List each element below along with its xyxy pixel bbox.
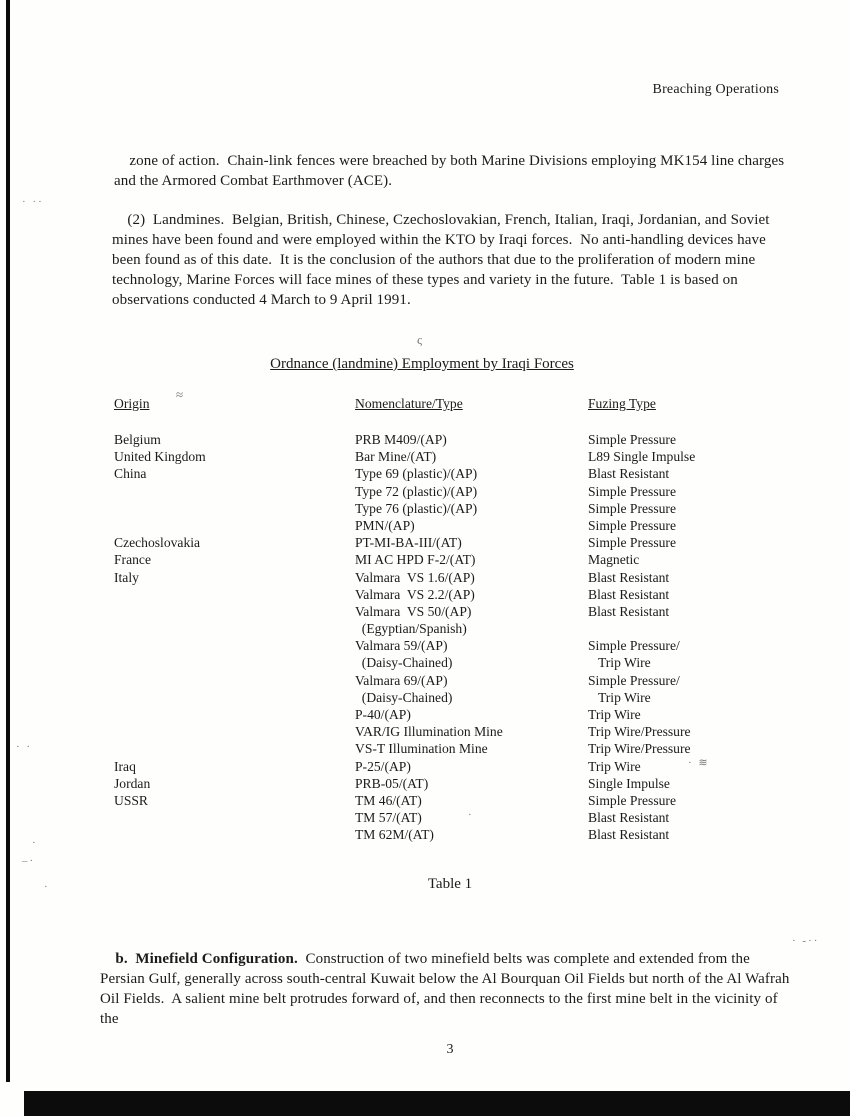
nomenclature-cell: PMN/(AP) — [355, 517, 415, 533]
table-rows — [114, 431, 786, 844]
scan-artifact: · · — [16, 741, 33, 753]
table-row — [114, 637, 786, 654]
fuzing-cell: Trip Wire/Pressure — [588, 724, 691, 740]
fuzing-cell: Blast Resistant — [588, 827, 670, 843]
fuzing-cell: Simple Pressure — [588, 432, 676, 447]
table-row — [114, 672, 786, 689]
nomenclature-cell: Valmara VS 50/(AP) — [355, 603, 472, 619]
column-header-nomenclature: Nomenclature/Type — [355, 396, 463, 411]
origin-cell: China — [114, 466, 147, 482]
ordnance-table — [114, 395, 786, 844]
table-row — [114, 706, 786, 723]
nomenclature-cell: VS-T Illumination Mine — [355, 741, 488, 757]
fuzing-cell: Simple Pressure — [588, 500, 676, 516]
paragraph-2-lead: (2) Landmines. — [127, 212, 225, 228]
fuzing-cell: Blast Resistant — [588, 810, 670, 826]
nomenclature-cell: MI AC HPD F-2/(AT) — [355, 552, 476, 568]
fuzing-cell: Blast Resistant — [588, 569, 670, 585]
nomenclature-cell: Valmara 69/(AP) — [355, 672, 448, 688]
table-title — [114, 356, 730, 373]
scan-artifact: · — [44, 881, 50, 893]
fuzing-cell: Trip Wire — [588, 707, 641, 722]
fuzing-cell: Magnetic — [588, 552, 640, 568]
table-row — [114, 654, 786, 671]
scan-artifact: · ·· — [22, 196, 44, 208]
fuzing-cell: Single Impulse — [588, 775, 670, 791]
fuzing-cell: Trip Wire — [588, 758, 641, 774]
nomenclature-cell: PRB M409/(AP) — [355, 432, 447, 447]
running-header — [653, 82, 779, 98]
paragraph-3-lead: b. Minefield Configuration. — [115, 951, 298, 967]
table-row — [114, 465, 786, 482]
table-row — [114, 723, 786, 740]
origin-cell: Iraq — [114, 758, 136, 774]
origin-cell: USSR — [114, 792, 149, 808]
table-row — [114, 826, 786, 843]
table-row — [114, 431, 786, 448]
fuzing-cell: Simple Pressure — [588, 792, 676, 808]
scan-artifact: –· — [22, 855, 36, 867]
nomenclature-cell: Type 76 (plastic)/(AP) — [355, 500, 478, 516]
scan-artifact: ≈ — [176, 387, 186, 402]
paragraph-2-text: Belgian, British, Chinese, Czechoslovakian, French, Italian, Iraqi, Jordanian, and Soviet mines have been found and were employed within the KTO by Iraqi forces. No anti-handling devices have been found as of this date. It is the conclusion of the authors that due to the proliferation of modern mine technology, Marine Forces will face mines of these types and variety in the future. Table 1 is based on observations conducted 4 March to 9 April 1991. — [112, 212, 774, 308]
header-title: Breaching Operations — [652, 82, 779, 97]
paragraph-3-text: Construction of two minefield belts was complete and extended from the Persian Gulf, generally across south-central Kuwait below the Al Bourquan Oil Fields but north of the Al Wafrah Oil Fields. A salient mine belt protrudes forward of, and then reconnects to the first mine belt in the vicinity of the — [100, 951, 794, 1027]
fuzing-cell: Trip Wire/Pressure — [588, 741, 691, 757]
fuzing-cell: Blast Resistant — [588, 586, 670, 602]
scan-artifact: · -·· — [792, 935, 820, 947]
nomenclature-cell: Bar Mine/(AT) — [355, 449, 437, 465]
nomenclature-cell: Valmara VS 1.6/(AP) — [355, 569, 475, 585]
paragraph-1-text: zone of action. Chain-link fences were breached by both Marine Divisions employing MK154 line charges and the Armored Combat Earthmover (ACE). — [114, 153, 789, 189]
nomenclature-cell: Valmara VS 2.2/(AP) — [355, 586, 475, 602]
nomenclature-cell: P-25/(AP) — [355, 758, 411, 774]
fuzing-cell: Blast Resistant — [588, 466, 670, 482]
table-row — [114, 569, 786, 586]
fuzing-cell: Trip Wire — [588, 689, 651, 705]
nomenclature-cell: PT-MI-BA-III/(AT) — [355, 535, 462, 551]
scan-bottom-bar — [24, 1091, 850, 1116]
fuzing-cell: Simple Pressure/ — [588, 672, 680, 688]
nomenclature-cell: TM 62M/(AT) — [355, 827, 434, 843]
table-row — [114, 586, 786, 603]
scan-left-border — [6, 0, 10, 1082]
nomenclature-cell: TM 46/(AT) — [355, 792, 422, 808]
nomenclature-cell: Valmara 59/(AP) — [355, 638, 448, 654]
table-row — [114, 740, 786, 757]
table-row — [114, 534, 786, 551]
fuzing-cell: Blast Resistant — [588, 603, 670, 619]
fuzing-cell: L89 Single Impulse — [588, 449, 696, 465]
nomenclature-cell: (Egyptian/Spanish) — [355, 621, 467, 637]
table-row — [114, 758, 786, 775]
table-row — [114, 448, 786, 465]
fuzing-cell: Trip Wire — [588, 655, 651, 671]
table-row — [114, 483, 786, 500]
scan-artifact: · — [32, 837, 38, 849]
table-header-row — [114, 395, 786, 412]
origin-cell: Italy — [114, 569, 139, 585]
scan-artifact: · — [468, 809, 474, 821]
scan-artifact: · ≋ — [688, 757, 710, 769]
origin-cell: Jordan — [114, 775, 151, 791]
origin-cell: Czechoslovakia — [114, 535, 201, 551]
nomenclature-cell: TM 57/(AT) — [355, 810, 422, 826]
origin-cell: United Kingdom — [114, 449, 206, 465]
fuzing-cell: Simple Pressure — [588, 535, 676, 551]
scan-artifact: ς — [417, 332, 425, 347]
table-row — [114, 620, 786, 637]
table-row — [114, 517, 786, 534]
table-row — [114, 603, 786, 620]
table-row — [114, 809, 786, 826]
column-header-fuzing: Fuzing Type — [588, 396, 656, 411]
paragraph-3 — [100, 929, 792, 1049]
origin-cell: France — [114, 552, 151, 568]
nomenclature-cell: (Daisy-Chained) — [355, 689, 453, 705]
paragraph-2 — [112, 190, 790, 330]
fuzing-cell: Simple Pressure/ — [588, 638, 680, 654]
nomenclature-cell: Type 72 (plastic)/(AP) — [355, 483, 478, 499]
table-row — [114, 792, 786, 809]
fuzing-cell: Simple Pressure — [588, 517, 676, 533]
table-row — [114, 500, 786, 517]
table-row — [114, 551, 786, 568]
page-number: 3 — [446, 1042, 454, 1057]
fuzing-cell: Simple Pressure — [588, 483, 676, 499]
nomenclature-cell: PRB-05/(AT) — [355, 775, 429, 791]
nomenclature-cell: P-40/(AP) — [355, 707, 411, 722]
origin-cell: Belgium — [114, 432, 161, 447]
table-title-text: Ordnance (landmine) Employment by Iraqi Forces — [270, 356, 574, 372]
column-header-origin: Origin — [114, 396, 150, 411]
nomenclature-cell: Type 69 (plastic)/(AP) — [355, 466, 478, 482]
nomenclature-cell: VAR/IG Illumination Mine — [355, 724, 503, 740]
table-caption: Table 1 — [427, 876, 473, 892]
nomenclature-cell: (Daisy-Chained) — [355, 655, 453, 671]
table-row — [114, 775, 786, 792]
table-row — [114, 689, 786, 706]
